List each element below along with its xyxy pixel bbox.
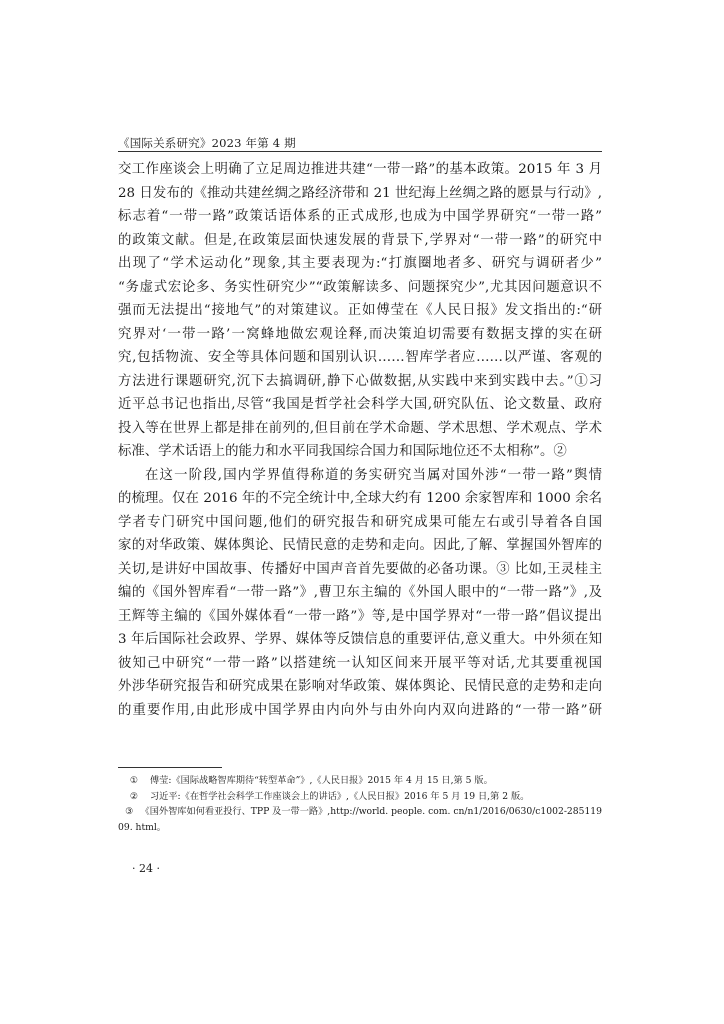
footnote [118, 804, 602, 820]
body-line: 彼知己中研究“一带一路”以搭建统一认知区间来开展平等对话,尤其要重视国 [118, 655, 602, 671]
running-header: 《国际关系研究》2023 年第 4 期 [118, 136, 296, 150]
body-line: 28 日发布的《推动共建丝绸之路经济带和 21 世纪海上丝绸之路的愿景与行动》, [118, 185, 602, 201]
footnote-mark: ③ [125, 806, 134, 817]
body-line: 的政策文献。但是,在政策层面快速发展的背景下,学界对“一带一路”的研究中 [118, 232, 602, 248]
footnote-text: 傅莹:《国际战略智库期待“转型革命”》,《人民日报》2015 年 4 月 15 日,第 5 版。 [150, 775, 493, 786]
body-line: 编的《国外智库看“一带一路”》,曹卫东主编的《外国人眼中的“一带一路”》,及 [118, 585, 602, 600]
footnote-text: 《国外智库如何看亚投行、TPP 及一带一路》,http://world. people. com. cn/n1/2016/0630/c1002-285119 [140, 806, 602, 817]
footnotes [118, 773, 602, 835]
body-line: 关切,是讲好中国故事、传播好中国声音首先要做的必备功课。③ 比如,王灵桂主 [118, 561, 602, 577]
body-line: 方法进行课题研究,沉下去搞调研,静下心做数据,从实践中来到实践中去。”①习 [118, 373, 602, 389]
body-line: 交工作座谈会上明确了立足周边推进共建“一带一路”的基本政策。2015 年 3 月 [118, 162, 602, 177]
body-line: 外涉华研究报告和研究成果在影响对华政策、媒体舆论、民情民意的走势和走向 [118, 679, 602, 694]
footnote-continuation [118, 820, 602, 836]
body-line: 出现了“学术运动化”现象,其主要表现为:“打旗圈地者多、研究与调研者少” [118, 256, 602, 271]
body-line: 近平总书记也指出,尽管“我国是哲学社会科学大国,研究队伍、论文数量、政府 [118, 397, 602, 412]
footnote [118, 789, 602, 805]
body-line: 强而无法提出“接地气”的对策建议。正如傅莹在《人民日报》发文指出的:“研 [118, 303, 602, 318]
body-line: 王辉等主编的《国外媒体看“一带一路”》等,是中国学界对“一带一路”倡议提出 [118, 608, 602, 624]
paragraph-start-line: 在这一阶段,国内学界值得称道的务实研究当属对国外涉“一带一路”舆情 [145, 467, 602, 483]
footnote [118, 773, 602, 789]
body-line: 标准、学术话语上的能力和水平同我国综合国力和国际地位还不太相称”。② [118, 444, 567, 459]
footnote-mark: ① [129, 775, 139, 786]
body-text [118, 158, 602, 722]
footnote-text: 09. html。 [118, 821, 166, 833]
footnote-text: 习近平:《在哲学社会科学工作座谈会上的讲话》,《人民日报》2016 年 5 月 19 日,第 2 版。 [150, 790, 530, 802]
footnote-rule [118, 767, 222, 768]
body-line: 标志着“一带一路”政策话语体系的正式成形,也成为中国学界研究“一带一路” [118, 209, 602, 224]
page-number: · 24 · [132, 862, 160, 875]
body-line: 家的对华政策、媒体舆论、民情民意的走势和走向。因此,了解、掌握国外智库的 [118, 538, 602, 553]
body-line: 究界对‘一带一路’一窝蜂地做宏观诠释,而决策迫切需要有数据支撑的实在研 [118, 326, 602, 342]
body-line: 学者专门研究中国问题,他们的研究报告和研究成果可能左右或引导着各自国 [118, 514, 602, 530]
body-line: 投入等在世界上都是排在前列的,但目前在学术命题、学术思想、学术观点、学术 [118, 420, 602, 436]
body-line: 的梳理。仅在 2016 年的不完全统计中,全球大约有 1200 余家智库和 1000 余名 [118, 491, 602, 506]
body-line: 3 年后国际社会政界、学界、媒体等反馈信息的重要评估,意义重大。中外须在知 [118, 632, 602, 647]
body-line: 的重要作用,由此形成中国学界由内向外与由外向内双向进路的“一带一路”研 [118, 702, 602, 718]
body-line: “务虚式宏论多、务实性研究少”“政策解读多、问题探究少”,尤其因问题意识不 [118, 279, 602, 295]
header-rule [118, 151, 602, 152]
footnote-mark: ② [129, 790, 139, 802]
body-line: 究,包括物流、安全等具体问题和国别认识……智库学者应……以严谨、客观的 [118, 350, 602, 365]
